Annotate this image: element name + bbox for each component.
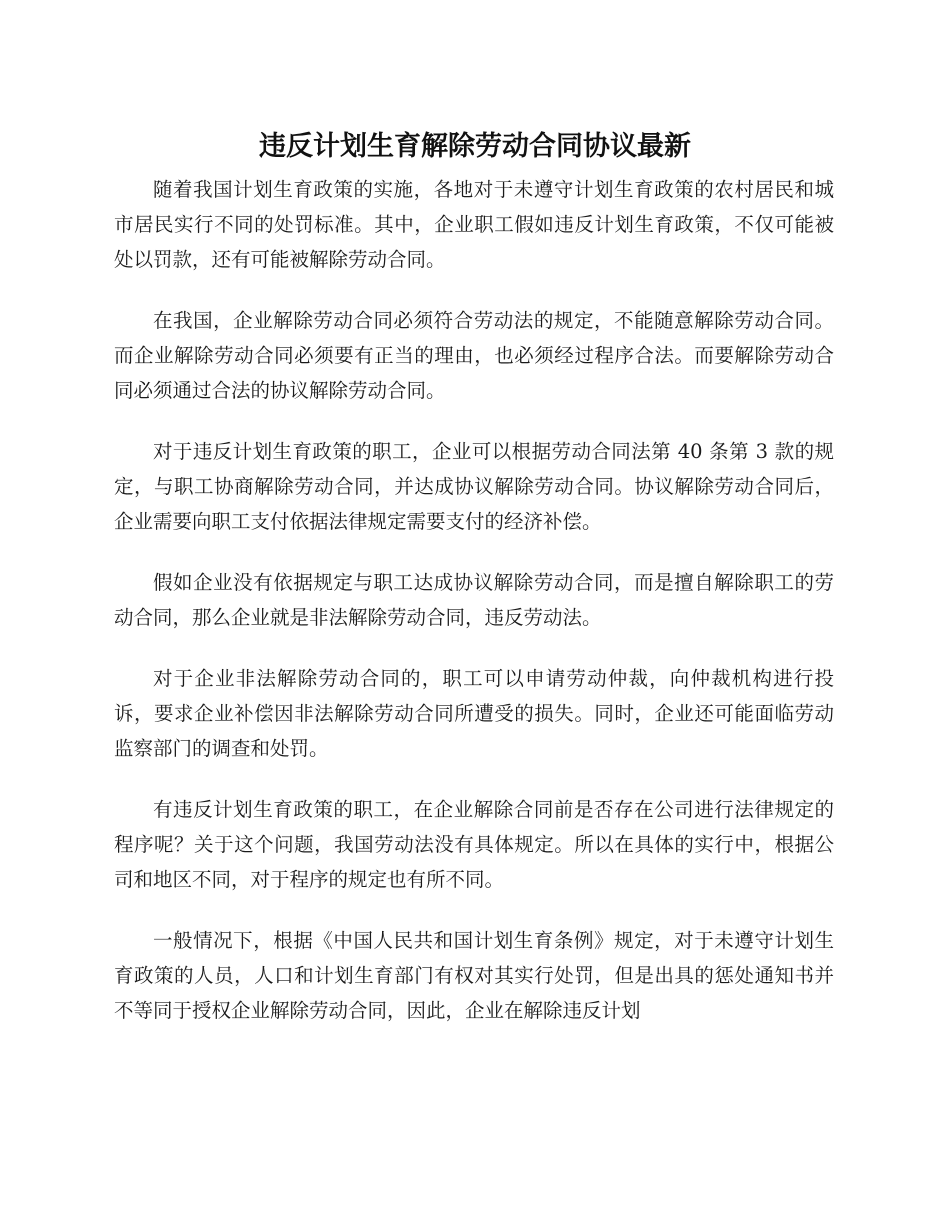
document-body	[114, 172, 834, 1054]
paragraph-7: 一般情况下，根据《中国人民共和国计划生育条例》规定，对于未遵守计划生育政策的人员，人口和计划生育部门有权对其实行处罚，但是出具的惩处通知书并不等同于授权企业解除劳动合同，因此，企业在解除违反计划	[114, 929, 834, 1022]
paragraph-2: 在我国，企业解除劳动合同必须符合劳动法的规定，不能随意解除劳动合同。而企业解除劳动合同必须要有正当的理由，也必须经过程序合法。而要解除劳动合同必须通过合法的协议解除劳动合同。	[114, 309, 834, 402]
paragraph-1: 随着我国计划生育政策的实施，各地对于未遵守计划生育政策的农村居民和城市居民实行不同的处罚标准。其中，企业职工假如违反计划生育政策，不仅可能被处以罚款，还有可能被解除劳动合同。	[114, 178, 834, 271]
paragraph-3: 对于违反计划生育政策的职工，企业可以根据劳动合同法第 40 条第 3 款的规定，与职工协商解除劳动合同，并达成协议解除劳动合同。协议解除劳动合同后，企业需要向职工支付依据法律规定需要支付的经济补偿。	[114, 440, 834, 533]
paragraph-5: 对于企业非法解除劳动合同的，职工可以申请劳动仲裁，向仲裁机构进行投诉，要求企业补偿因非法解除劳动合同所遭受的损失。同时，企业还可能面临劳动监察部门的调查和处罚。	[114, 667, 834, 760]
paragraph-4: 假如企业没有依据规定与职工达成协议解除劳动合同，而是擅自解除职工的劳动合同，那么企业就是非法解除劳动合同，违反劳动法。	[114, 571, 834, 629]
document-title: 违反计划生育解除劳动合同协议最新	[259, 131, 691, 162]
paragraph-6: 有违反计划生育政策的职工，在企业解除合同前是否存在公司进行法律规定的程序呢？关于这个问题，我国劳动法没有具体规定。所以在具体的实行中，根据公司和地区不同，对于程序的规定也有所不同。	[114, 798, 834, 891]
